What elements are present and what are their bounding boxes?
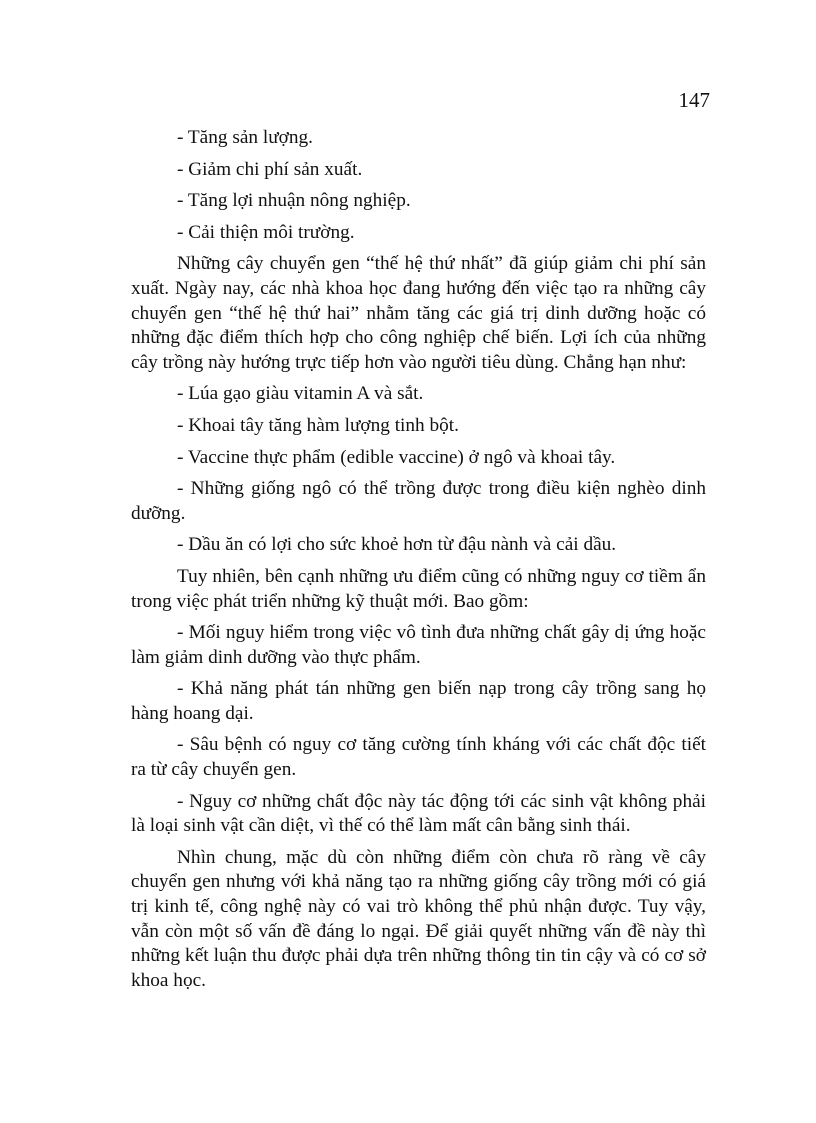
example-item: - Khoai tây tăng hàm lượng tinh bột.	[177, 414, 459, 436]
benefit-item: - Giảm chi phí sản xuất.	[177, 158, 363, 180]
benefit-item: - Cải thiện môi trường.	[177, 221, 355, 243]
example-item: - Những giống ngô có thể trồng được trong điều kiện nghèo dinh dưỡng.	[131, 478, 706, 524]
body-text	[131, 126, 706, 993]
risk-item: - Mối nguy hiểm trong việc vô tình đưa những chất gây dị ứng hoặc làm giảm dinh dưỡng vào thực phẩm.	[131, 622, 706, 668]
paragraph-risks: Tuy nhiên, bên cạnh những ưu điểm cũng có những nguy cơ tiềm ẩn trong việc phát triển những kỹ thuật mới. Bao gồm:	[131, 565, 706, 612]
benefit-item: - Tăng sản lượng.	[177, 127, 313, 148]
paragraph-conclusion: Nhìn chung, mặc dù còn những điểm còn chưa rõ ràng về cây chuyển gen nhưng với khả năng tạo ra những giống cây trồng mới có giá trị kinh tế, công nghệ này có vai trò không thể phủ nhận được. Tuy vậy, vẫn còn một số vấn đề đáng lo ngại. Để giải quyết những vấn đề này thì những kết luận thu được phải dựa trên những thông tin tin cậy và có cơ sở khoa học.	[131, 846, 706, 991]
example-item: - Lúa gạo giàu vitamin A và sắt.	[177, 383, 424, 405]
risk-item: - Sâu bệnh có nguy cơ tăng cường tính kháng với các chất độc tiết ra từ cây chuyển gen.	[131, 734, 706, 781]
example-item: - Dầu ăn có lợi cho sức khoẻ hơn từ đậu nành và cải dầu.	[177, 534, 617, 556]
risk-item: - Nguy cơ những chất độc này tác động tới các sinh vật không phải là loại sinh vật cần diệt, vì thế có thể làm mất cân bằng sinh thái.	[131, 790, 706, 837]
risk-item: - Khả năng phát tán những gen biến nạp trong cây trồng sang họ hàng hoang dại.	[131, 678, 706, 724]
benefit-item: - Tăng lợi nhuận nông nghiệp.	[177, 190, 411, 212]
page-number: 147	[678, 88, 710, 112]
example-item: - Vaccine thực phẩm (edible vaccine) ở ngô và khoai tây.	[177, 446, 616, 468]
paragraph-second-generation: Những cây chuyển gen “thế hệ thứ nhất” đã giúp giảm chi phí sản xuất. Ngày nay, các nhà khoa học đang hướng đến việc tạo ra những cây chuyển gen “thế hệ thứ hai” nhằm tăng các giá trị dinh dưỡng hoặc có những đặc điểm thích hợp cho công nghiệp chế biến. Lợi ích của những cây trồng này hướng trực tiếp hơn vào người tiêu dùng. Chẳng hạn như:	[131, 253, 706, 373]
